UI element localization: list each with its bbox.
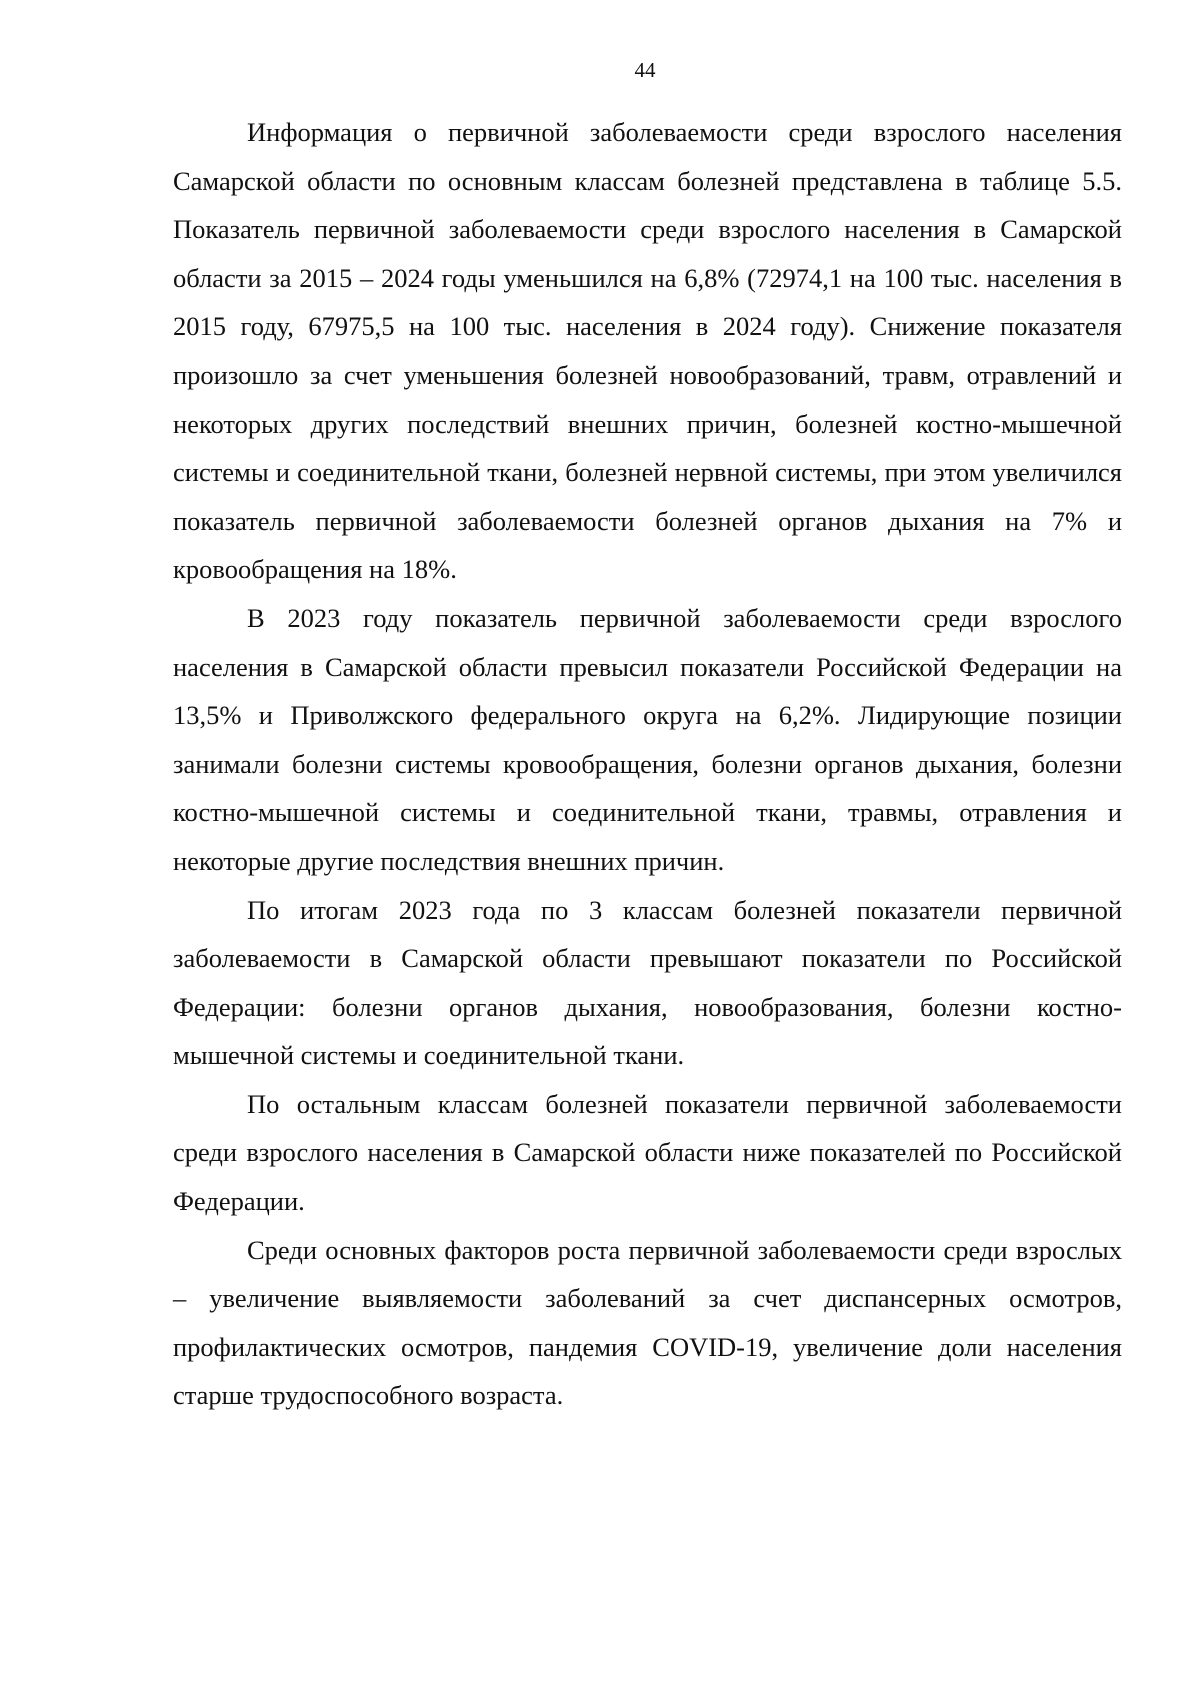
paragraph-2023-comparison: В 2023 году показатель первичной заболеваемости среди взрослого населения в Самарской области превысил показатели Российской Федерации на 13,5% и Приволжского федерального округа на 6,2%. Лидирующие позиции занимали болезни системы кровообращения, болезни органов дыхания, болезни костно-мышечной системы и соединительной ткани, травмы, отравления и некоторые другие последствия внешних причин. xyxy=(173,602,1122,876)
paragraph-growth-factors: Среди основных факторов роста первичной заболеваемости среди взрослых – увеличение выявляемости заболеваний за счет диспансерных осмотров, профилактических осмотров, пандемия COVID-19, увеличение доли населения старше трудоспособного возраста. xyxy=(173,1234,1122,1411)
paragraph-classes-exceeding: По итогам 2023 года по 3 классам болезней показатели первичной заболеваемости в Самарской области превышают показатели по Российской Федерации: болезни органов дыхания, новообразования, болезни костно-мышечной системы и соединительной ткани. xyxy=(173,894,1122,1071)
page-number: 44 xyxy=(634,58,656,82)
paragraph-incidence-overview: Информация о первичной заболеваемости среди взрослого населения Самарской области по основным классам болезней представлена в таблице 5.5. Показатель первичной заболеваемости среди взрослого населения в Самарской области за 2015 – 2024 годы уменьшился на 6,8% (72974,1 на 100 тыс. населения в 2015 году, 67975,5 на 100 тыс. населения в 2024 году). Снижение показателя произошло за счет уменьшения болезней новообразований, травм, отравлений и некоторых других последствий внешних причин, болезней костно-мышечной системы и соединительной ткани, болезней нервной системы, при этом увеличился показатель первичной заболеваемости болезней органов дыхания на 7% и кровообращения на 18%. xyxy=(173,117,1122,585)
paragraph-classes-below: По остальным классам болезней показатели первичной заболеваемости среди взрослого населения в Самарской области ниже показателей по Российской Федерации. xyxy=(173,1088,1122,1217)
document-body xyxy=(173,108,1122,1420)
